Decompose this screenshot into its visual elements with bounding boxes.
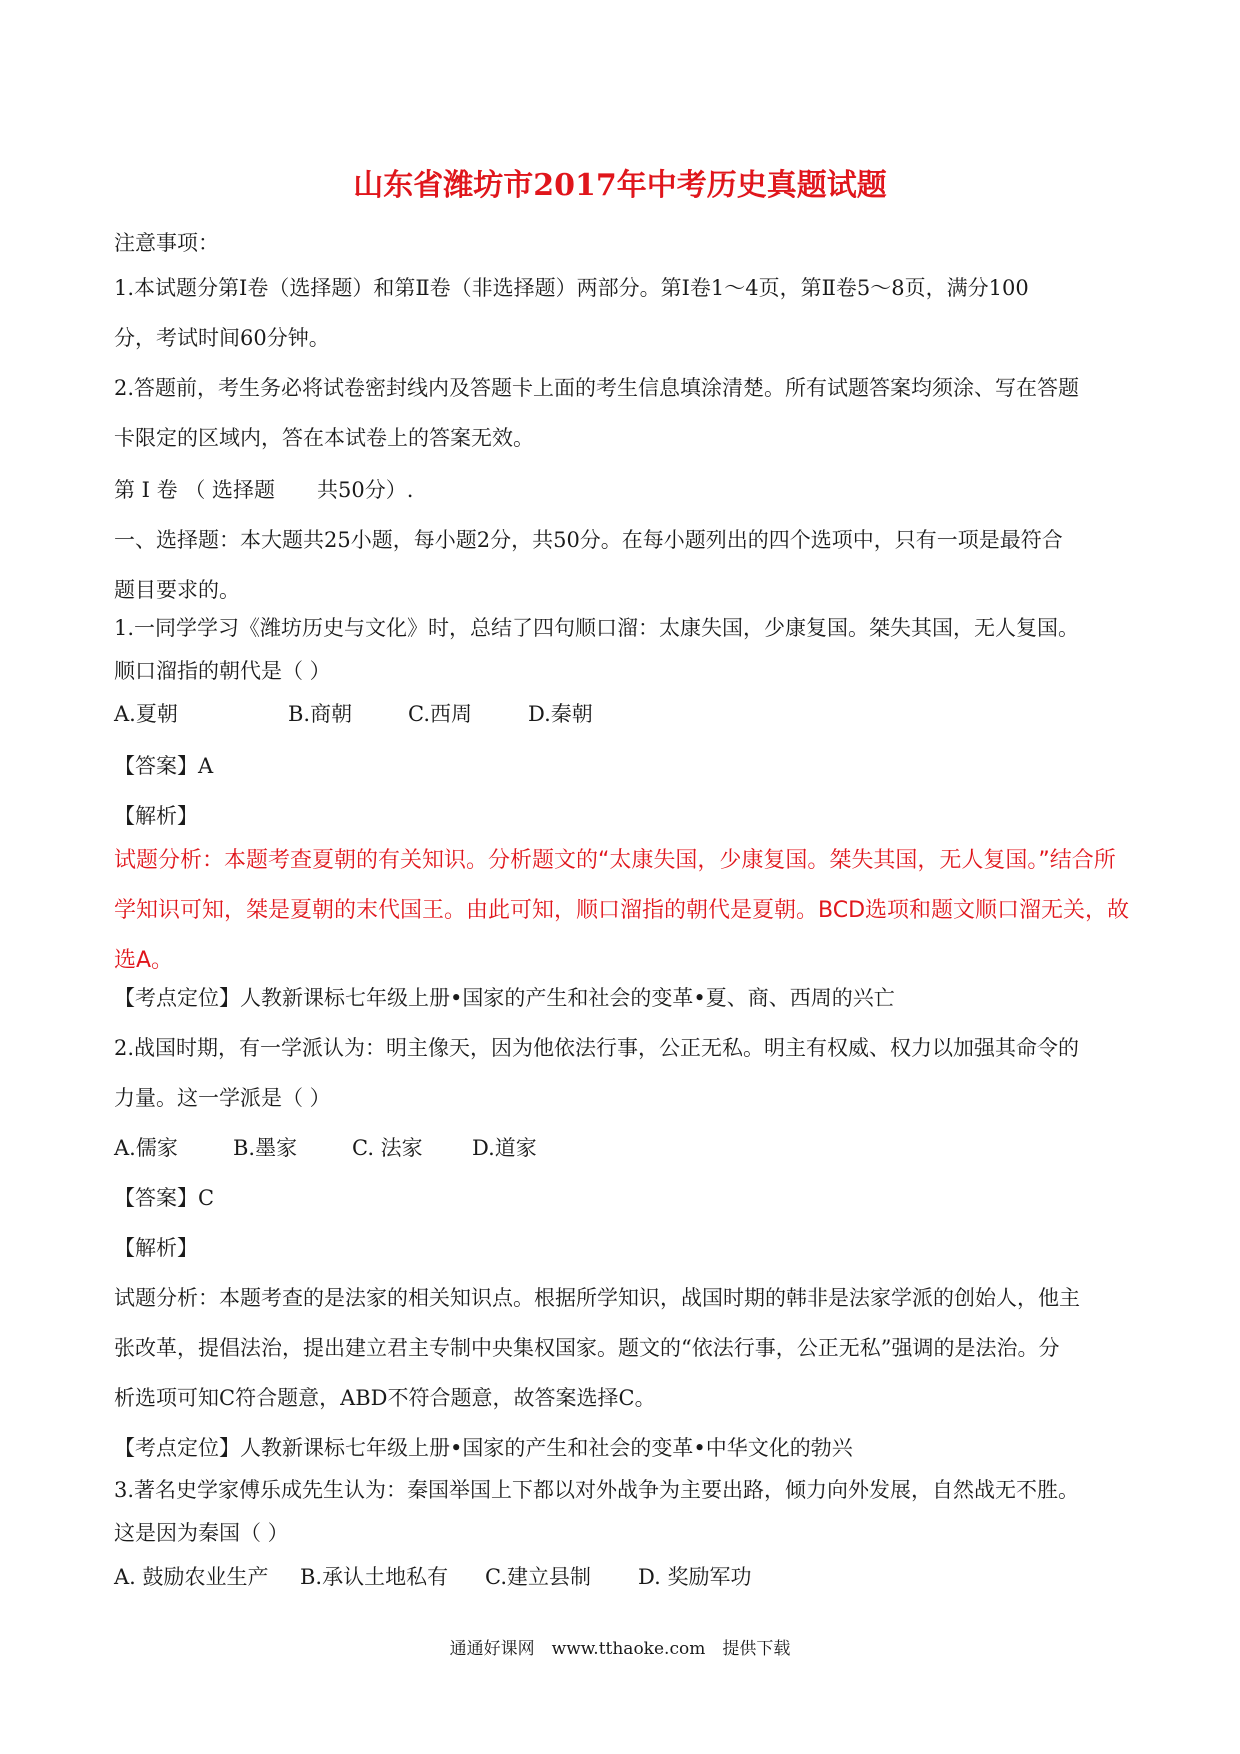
q2-analysis-line-1: 试题分析：本题考查的是法家的相关知识点。根据所学知识，战国时期的韩非是法家学派的创始人，他主 [114,1286,1080,1310]
q1-analysis-line-1: 试题分析：本题考查夏朝的有关知识。分析题文的“太康失国，少康复国。桀失其国，无人复国。”结合所 [114,848,1116,873]
q3-option-c: C.建立县制 [485,1565,591,1589]
q2-option-c: C. 法家 [352,1136,423,1160]
q2-answer: 【答案】C [114,1186,215,1210]
note-2-line-1: 2.答题前，考生务必将试卷密封线内及答题卡上面的考生信息填涂清楚。所有试题答案均须涂、写在答题 [114,376,1080,400]
note-1-line-1: 1.本试题分第Ⅰ卷（选择题）和第Ⅱ卷（非选择题）两部分。第Ⅰ卷1～4页，第Ⅱ卷5～8页，满分100 [114,276,1029,300]
q1-stem-line-1: 1.一同学学习《潍坊历史与文化》时，总结了四句顺口溜：太康失国，少康复国。桀失其国，无人复国。 [114,616,1080,640]
q1-option-a: A.夏朝 [114,702,178,726]
q1-option-c: C.西周 [408,702,472,726]
q2-analysis-label: 【解析】 [114,1236,198,1260]
q2-option-a: A.儒家 [114,1136,178,1160]
q2-point: 【考点定位】人教新课标七年级上册•国家的产生和社会的变革•中华文化的勃兴 [114,1436,853,1460]
q1-option-b: B.商朝 [288,702,353,726]
q2-analysis-line-3: 析选项可知C符合题意，ABD不符合题意，故答案选择C。 [114,1386,656,1410]
page-footer: 通通好课网 www.tthaoke.com 提供下载 [449,1639,791,1659]
q2-stem-line-1: 2.战国时期，有一学派认为：明主像天，因为他依法行事，公正无私。明主有权威、权力以加强其命令的 [114,1036,1080,1060]
q1-stem-line-2: 顺口溜指的朝代是（ ） [114,659,331,683]
q3-stem-line-1: 3.著名史学家傅乐成先生认为：秦国举国上下都以对外战争为主要出路，倾力向外发展，自然战无不胜。 [114,1478,1080,1502]
q1-option-d: D.秦朝 [528,702,593,726]
volume-heading: 第 Ⅰ 卷 （ 选择题 共50分）. [114,478,414,502]
q3-stem-line-2: 这是因为秦国（ ） [114,1521,289,1545]
note-2-line-2: 卡限定的区域内，答在本试卷上的答案无效。 [114,426,534,450]
q2-option-b: B.墨家 [233,1136,298,1160]
q2-analysis-line-2: 张改革，提倡法治，提出建立君主专制中央集权国家。题文的“依法行事，公正无私”强调的是法治。分 [114,1336,1060,1360]
document-title: 山东省潍坊市2017年中考历史真题试题 [353,168,887,203]
q3-option-a: A. 鼓励农业生产 [114,1565,269,1589]
q3-option-b: B.承认土地私有 [300,1565,449,1589]
q2-option-d: D.道家 [472,1136,537,1160]
q1-analysis-line-3: 选A。 [114,948,174,973]
q1-point: 【考点定位】人教新课标七年级上册•国家的产生和社会的变革•夏、商、西周的兴亡 [114,986,895,1010]
section-intro-line-2: 题目要求的。 [114,578,240,602]
notes-heading: 注意事项： [114,231,219,255]
q1-analysis-line-2: 学知识可知，桀是夏朝的末代国王。由此可知，顺口溜指的朝代是夏朝。BCD选项和题文顺口溜无关，故 [114,898,1130,923]
q1-answer: 【答案】A [114,754,214,778]
q1-analysis-label: 【解析】 [114,804,198,828]
note-1-line-2: 分，考试时间60分钟。 [114,326,330,350]
section-intro-line-1: 一、选择题：本大题共25小题，每小题2分，共50分。在每小题列出的四个选项中，只有一项是最符合 [114,528,1063,552]
q2-stem-line-2: 力量。这一学派是（ ） [114,1086,331,1110]
q3-option-d: D. 奖励军功 [638,1565,752,1589]
